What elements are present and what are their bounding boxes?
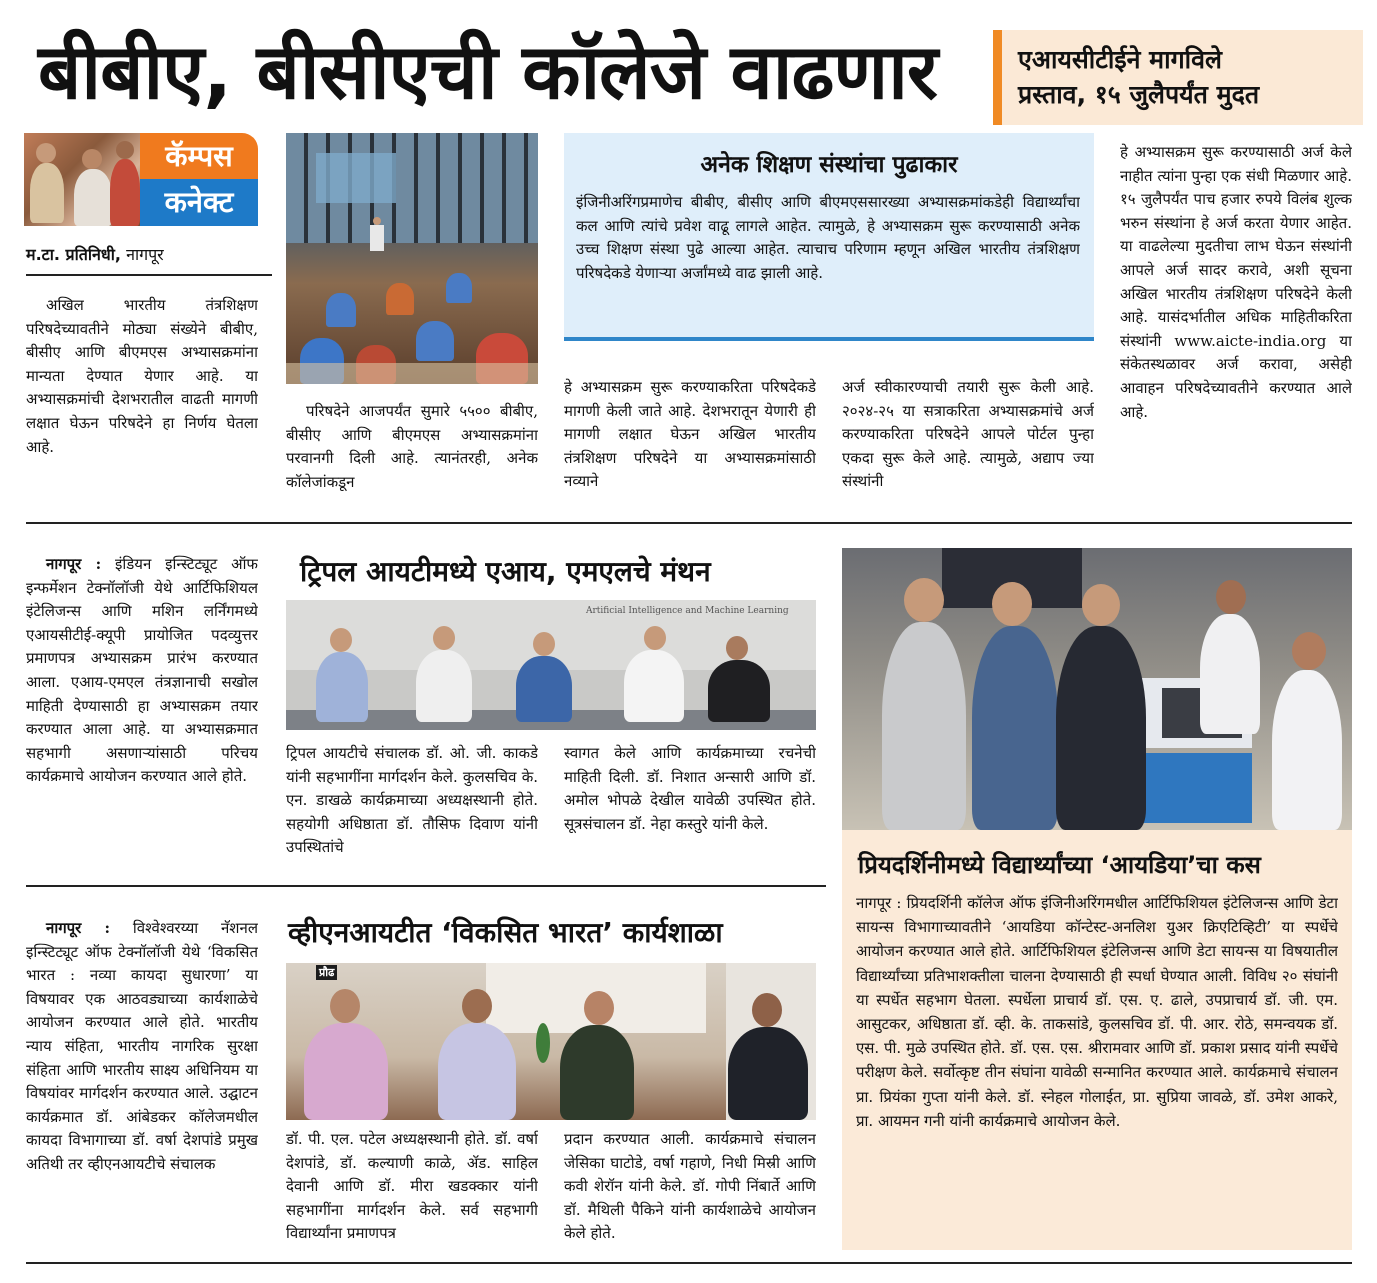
story2-col1-text: इंडियन इन्स्टिट्यूट ऑफ इन्फर्मेशन टेक्नॉलॉजी येथे आर्टिफिशियल इंटेलिजन्स आणि मशिन लर्निंगमध्ये एआयसीटीई-क्यूपी प्रायोजित पदव्युत्तर प्रमाणपत्र अभ्यासक्रम प्रारंभ करण्यात आला. एआय-एमएल तंत्रज्ञानाची सखोल माहिती देण्यासाठी हा अभ्यासक्रम तयार करण्यात आला आहे. या अभ्यासक्रमात सहभागी असणाऱ्यांसाठी परिचय कार्यक्रमाचे आयोजन करण्यात आले होते.: [26, 555, 258, 786]
story1-col1: [26, 294, 258, 506]
story4-title: व्हीएनआयटीत ‘विकसित भारत’ कार्यशाळा: [288, 916, 723, 949]
story4-col2-text: डॉ. पी. एल. पटेल अध्यक्षस्थानी होते. डॉ. वर्षा देशपांडे, डॉ. कल्याणी काळे, ॲड. साहिल देवानी आणि डॉ. मीरा खडक्कार यांनी सहभागींना मार्गदर्शन केले. सर्व सहभागी विद्यार्थ्यांना प्रमाणपत्र: [286, 1130, 538, 1243]
story4-col2: [286, 1128, 538, 1253]
story2-col2-text: ट्रिपल आयटीचे संचालक डॉ. ओ. जी. काकडे यांनी सहभागींना मार्गदर्शन केले. कुलसचिव के. एन. डाखळे कार्यक्रमाच्या अध्यक्षस्थानी होते. सहयोगी अधिष्ठाता डॉ. तौसिफ दिवाण यांनी उपस्थितांचे: [286, 744, 538, 857]
story4-lead: नागपूर :: [46, 919, 111, 937]
story3-box: [842, 830, 1352, 1250]
kicker-line-2: प्रस्ताव, १५ जुलैपर्यंत मुदत: [1018, 80, 1260, 109]
campus-logo-top: कॅम्पस: [140, 133, 258, 179]
classroom-photo: [286, 133, 538, 384]
info-box: [564, 133, 1094, 341]
info-box-body-text: इंजिनीअरिंगप्रमाणेच बीबीए, बीसीए आणि बीएमएससारख्या अभ्यासक्रमांकडेही विद्यार्थ्यांचा कल आणि त्यांचे प्रवेश वाढू लागले आहेत. त्यामुळे, हे अभ्यासक्रम सुरू करण्यासाठी अनेक उच्च शिक्षण संस्था पुढे आल्या आहेत. त्याचाच परिणाम म्हणून अखिल भारतीय तंत्रशिक्षण परिषदेकडे येणाऱ्या अर्जांमध्ये वाढ झाली आहे.: [576, 193, 1080, 282]
story1-col3: [564, 376, 816, 506]
story2-col1: [26, 553, 258, 865]
story3-title: प्रियदर्शिनीमध्ये विद्यार्थ्यांच्या ‘आयडिया’चा कस: [858, 851, 1261, 879]
story4-col1: [26, 917, 258, 1253]
story1-col5-text: हे अभ्यासक्रम सुरू करण्यासाठी अर्ज केले नाहीत त्यांना पुन्हा एक संधी मिळणार आहे. १५ जुलैपर्यंत पाच हजार रुपये विलंब शुल्क भरुन संस्थांना हे अर्ज करता येणार आहेत. या वाढलेल्या मुदतीचा लाभ घेऊन संस्थांनी आपले अर्ज सादर करावे, अशी सूचना अखिल भारतीय तंत्रशिक्षण परिषदेने केली आहे. यासंदर्भातील अधिक माहितीकरिता संस्थांनी www.aicte-india.org या संकेतस्थळावर अर्ज करावा, असेही आवाहन परिषदेच्यावतीने करण्यात आले आहे.: [1120, 143, 1352, 421]
story1-col5: [1120, 141, 1352, 506]
story4-col1-text: विश्वेश्वरय्या नॅशनल इन्स्टिट्यूट ऑफ टेक्नॉलॉजी येथे ‘विकसित भारत : नव्या कायदा सुधारणा’ या विषयावर एक आठवड्याच्या कार्यशाळेचे आयोजन करण्यात आले होते. भारतीय न्याय संहिता, भारतीय नागरिक सुरक्षा संहिता आणि भारतीय साक्ष्य अधिनियम या विषयांवर मार्गदर्शन करण्यात आले. उद्घाटन कार्यक्रमात डॉ. आंबेडकर कॉलेजमधील कायदा विभागाच्या डॉ. वर्षा देशपांडे प्रमुख अतिथी तर व्हीएनआयटीचे संचालक: [26, 919, 258, 1173]
story1-col1-text: अखिल भारतीय तंत्रशिक्षण परिषदेच्यावतीने मोठ्या संख्येने बीबीए, बीसीए आणि बीएमएस अभ्यासक्रमांना मान्यता देण्यात येणार आहे. या अभ्यासक्रमांची देशभरातील वाढती मागणी लक्षात घेऊन परिषदेने हा निर्णय घेतला आहे.: [26, 296, 258, 456]
bottom-rule: [26, 1262, 1352, 1264]
campus-logo-photo: [24, 133, 140, 226]
story2-col3: [564, 742, 816, 865]
vnit-sign-left: प्रौढ: [316, 965, 337, 980]
story1-col2-text: परिषदेने आजपर्यंत सुमारे ५५०० बीबीए, बीसीए आणि बीएमएस अभ्यासक्रमांना परवानगी दिली आहे. त्यानंतरही, अनेक कॉलेजांकडून: [286, 402, 538, 491]
byline: [26, 243, 164, 265]
story1-col3-text: हे अभ्यासक्रम सुरू करण्याकरिता परिषदेकडे मागणी केली जाते आहे. देशभरातून येणारी ही मागणी लक्षात घेऊन अखिल भारतीय तंत्रशिक्षण परिषदेने या अभ्यासक्रमांसाठी नव्याने: [564, 378, 816, 491]
story1-col2: [286, 400, 538, 506]
vnit-photo: [286, 963, 816, 1120]
story2-lead: नागपूर :: [46, 555, 102, 573]
byline-name: म.टा. प्रतिनिधी,: [26, 245, 121, 264]
story3-body: [856, 891, 1338, 1241]
story4-col3-text: प्रदान करण्यात आली. कार्यक्रमाचे संचालन जेसिका घाटोडे, वर्षा गहाणे, निधी मिस्री आणि कवी शेरॉन यांनी केले. डॉ. गोपी निंबार्ते आणि डॉ. मैथिली पैकिने यांनी कार्यशाळेचे आयोजन केले होते.: [564, 1130, 816, 1243]
story2-col2: [286, 742, 538, 865]
section-rule-2: [26, 885, 826, 887]
story1-col4-text: अर्ज स्वीकारण्याची तयारी सुरू केली आहे. २०२४-२५ या सत्राकरिता अभ्यासक्रमांचे अर्ज करण्याकरिता परिषदेने आपले पोर्टल पुन्हा एकदा सुरू केले आहे. त्यामुळे, अद्याप ज्या संस्थांनी: [842, 378, 1094, 491]
story2-title: ट्रिपल आयटीमध्ये एआय, एमएलचे मंथन: [300, 555, 711, 588]
kicker-line-1: एआयसीटीईने मागविले: [1018, 45, 1223, 74]
iiit-banner-text: Artificial Intelligence and Machine Learning: [586, 606, 789, 616]
byline-place: नागपूर: [126, 245, 164, 264]
story1-col4: [842, 376, 1094, 506]
story3-lead: नागपूर :: [856, 894, 902, 912]
main-headline: बीबीए, बीसीएची कॉलेजे वाढणार: [38, 27, 937, 116]
story2-col3-text: स्वागत केले आणि कार्यक्रमाच्या रचनेची माहिती दिली. डॉ. निशात अन्सारी आणि डॉ. अमोल भोपळे देखील यावेळी उपस्थित होते. सूत्रसंचालन डॉ. नेहा कस्तुरे यांनी केले.: [564, 744, 816, 833]
iiit-photo: [286, 600, 816, 730]
info-box-title: अनेक शिक्षण संस्थांचा पुढाकार: [700, 152, 958, 178]
campus-logo-bottom: कनेक्ट: [140, 179, 258, 226]
info-box-body: [576, 191, 1080, 331]
story4-col3: [564, 1128, 816, 1253]
story3-body-text: प्रियदर्शिनी कॉलेज ऑफ इंजिनीअरिंगमधील आर्टिफिशियल इंटेलिजन्स आणि डेटा सायन्स विभागाच्यावतीने ‘आयडिया कॉन्टेस्ट-अनलिश युअर क्रिएटिव्हिटी’ या स्पर्धेचे आयोजन करण्यात आले होते. आर्टिफिशियल इंटेलिजन्स आणि डेटा सायन्स या विषयातील विद्यार्थ्यांच्या प्रतिभाशक्तीला चालना देण्यासाठी ही स्पर्धा घेण्यात आली. विविध २० संघांनी या स्पर्धेत सहभाग घेतला. स्पर्धेला प्राचार्य डॉ. एस. ए. ढाले, उपप्राचार्य डॉ. जी. एम. आसुटकर, अधिष्ठाता डॉ. व्ही. के. ताकसांडे, कुलसचिव डॉ. पी. आर. रोठे, समन्वयक डॉ. एस. पी. मुळे उपस्थित होते. डॉ. एस. एस. श्रीरामवार आणि डॉ. प्रकाश प्रसाद यांनी स्पर्धेचे परीक्षण केले. सर्वोत्कृष्ट तीन संघांना यावेळी सन्मानित करण्यात आले. कार्यक्रमाचे संचालन प्रा. प्रियंका गुप्ता यांनी केले. डॉ. स्नेहल गोलाईत, प्रा. सुप्रिया जावळे, डॉ. उमेश आकरे, प्रा. आयमन गनी यांनी कार्यक्रमाचे आयोजन केले.: [856, 894, 1338, 1130]
priyadarshini-photo: [842, 548, 1352, 830]
byline-rule: [26, 274, 272, 276]
kicker-box: [993, 30, 1363, 125]
section-rule-1: [26, 522, 1352, 524]
